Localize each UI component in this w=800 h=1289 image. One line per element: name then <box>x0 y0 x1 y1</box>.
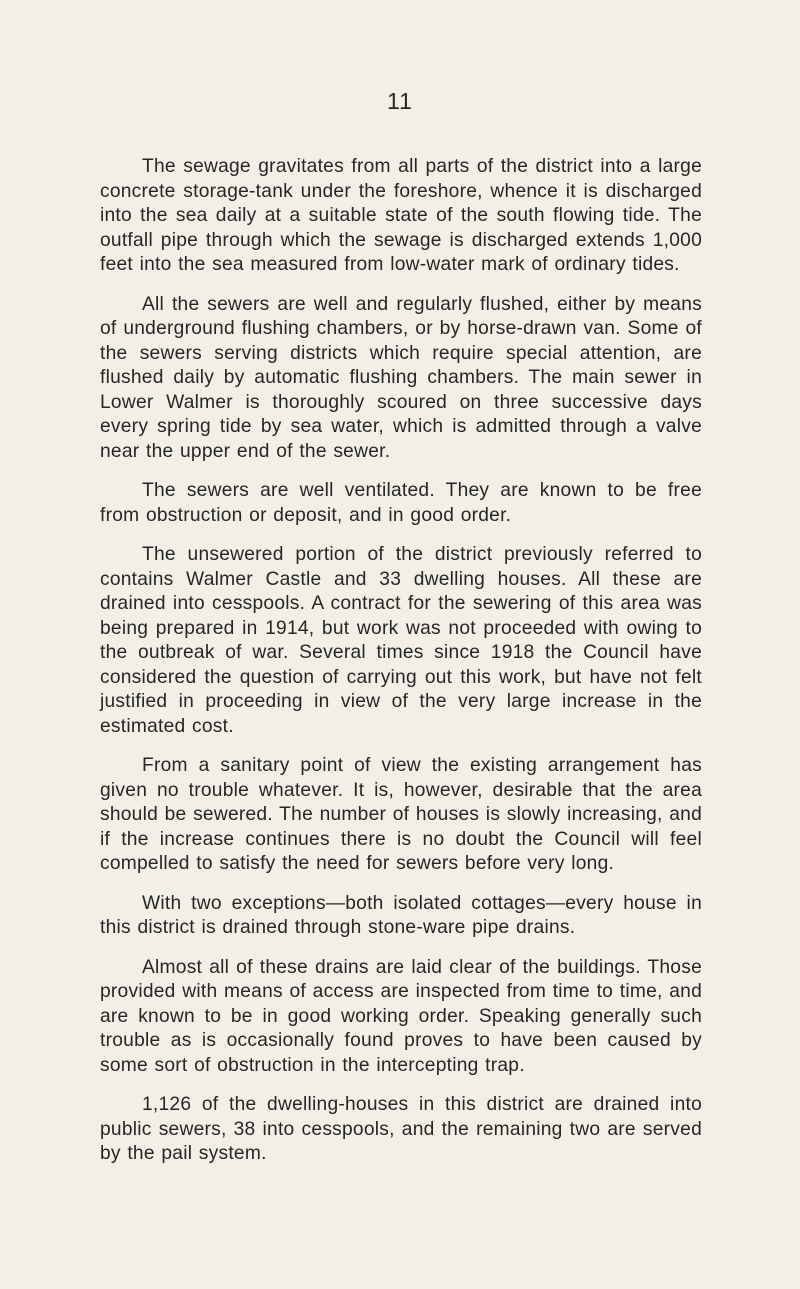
document-body <box>100 155 702 1182</box>
paragraph-drain-inspection: Almost all of these drains are laid clear of the buildings. Those provided with means of access are inspected from time to time, and are known to be in good working order. Speaking generally such trouble as is occasionally found proves to have been caused by some sort of obstruction in the intercepting trap. <box>100 956 702 1076</box>
page-number: 11 <box>387 88 413 114</box>
paragraph-drain-exceptions: With two exceptions—both isolated cottages—every house in this district is drained through stone-ware pipe drains. <box>100 892 702 938</box>
paragraph-unsewered-portion: The unsewered portion of the district previously referred to contains Walmer Castle and 33 dwelling houses. All these are drained into cesspools. A contract for the sewering of this area was being prepared in 1914, but work was not proceeded with owing to the outbreak of war. Several times since 1918 the Council have considered the question of carrying out this work, but have not felt justified in proceeding in view of the very large increase in the estimated cost. <box>100 544 702 737</box>
paragraph-house-drainage-counts: 1,126 of the dwelling-houses in this district are drained into public sewers, 38 into cesspools, and the remaining two are served by the pail system. <box>100 1094 702 1164</box>
paragraph-sewer-ventilation: The sewers are well ventilated. They are known to be free from obstruction or deposit, and in good order. <box>100 480 702 526</box>
paragraph-sewer-flushing: All the sewers are well and regularly flushed, either by means of underground flushing chambers, or by horse-drawn van. Some of the sewers serving districts which require special attention, are flushed daily by automatic flushing chambers. The main sewer in Lower Walmer is thoroughly scoured on three successive days every spring tide by sea water, which is admitted through a valve near the upper end of the sewer. <box>100 293 702 462</box>
paragraph-sewage-outfall: The sewage gravitates from all parts of the district into a large concrete storage-tank under the foreshore, whence it is discharged into the sea daily at a suitable state of the south flowing tide. The outfall pipe through which the sewage is discharged extends 1,000 feet into the sea measured from low-water mark of ordinary tides. <box>100 156 702 275</box>
paragraph-sanitary-view: From a sanitary point of view the existing arrangement has given no trouble whatever. It is, however, desirable that the area should be sewered. The number of houses is slowly increasing, and if the increase continues there is no doubt the Council will feel compelled to satisfy the need for sewers before very long. <box>100 755 702 874</box>
